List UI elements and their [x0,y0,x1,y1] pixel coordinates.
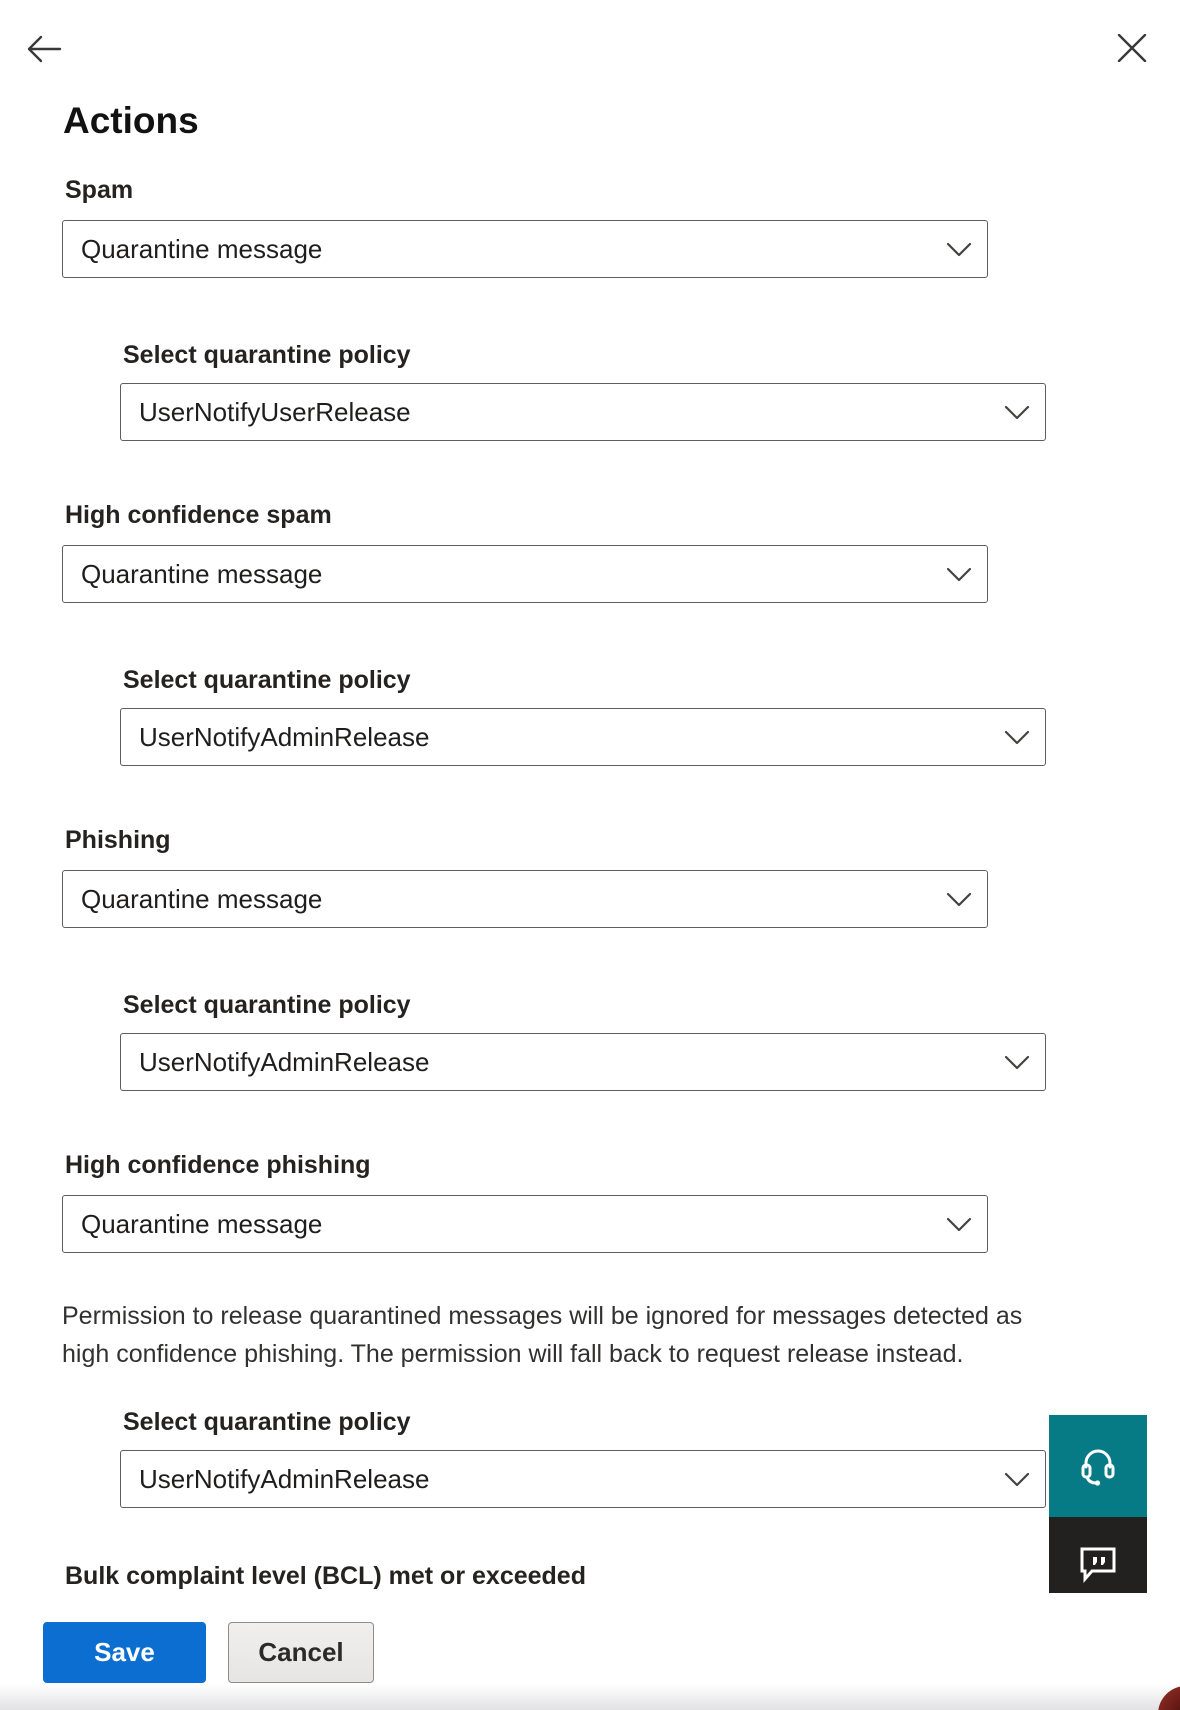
spam-action-value: Quarantine message [81,233,323,264]
cancel-button[interactable]: Cancel [228,1622,374,1683]
footer-gradient [0,1684,1180,1710]
high-confidence-spam-label: High confidence spam [65,501,332,529]
headset-icon [1076,1443,1120,1489]
page-title: Actions [63,100,199,141]
phishing-quarantine-policy-value: UserNotifyAdminRelease [139,1046,430,1077]
help-widget-button[interactable] [1049,1415,1147,1517]
chevron-down-icon [1003,1470,1031,1488]
hcp-permission-note: Permission to release quarantined messages will be ignored for messages detected as high confidence phishing. The permission will fall back to request release instead. [62,1302,1023,1368]
chevron-down-icon [945,240,973,258]
close-button[interactable] [1114,31,1150,65]
hcp-quarantine-policy-label: Select quarantine policy [123,1408,411,1436]
hcp-quarantine-policy-select[interactable] [120,1450,1046,1508]
save-button[interactable]: Save [43,1622,206,1683]
back-button[interactable] [24,31,64,67]
high-confidence-phishing-action-select[interactable] [62,1195,988,1253]
spam-quarantine-policy-value: UserNotifyUserRelease [139,396,411,427]
chat-bubble-icon [1076,1543,1120,1585]
hcp-quarantine-policy-value: UserNotifyAdminRelease [139,1463,430,1494]
high-confidence-spam-action-value: Quarantine message [81,558,323,589]
phishing-label: Phishing [65,826,171,854]
hcs-quarantine-policy-select[interactable] [120,708,1046,766]
back-arrow-icon [26,34,62,64]
phishing-quarantine-policy-label: Select quarantine policy [123,991,411,1019]
footer [0,1593,1180,1710]
chevron-down-icon [945,565,973,583]
chevron-down-icon [945,1215,973,1233]
high-confidence-phishing-action-value: Quarantine message [81,1208,323,1239]
bulk-complaint-label: Bulk complaint level (BCL) met or exceeded [65,1562,586,1590]
chevron-down-icon [1003,728,1031,746]
spam-label: Spam [65,176,134,204]
phishing-quarantine-policy-select[interactable] [120,1033,1046,1091]
high-confidence-spam-action-select[interactable] [62,545,988,603]
phishing-action-select[interactable] [62,870,988,928]
chevron-down-icon [1003,1053,1031,1071]
high-confidence-phishing-label: High confidence phishing [65,1151,371,1179]
hcs-quarantine-policy-label: Select quarantine policy [123,666,411,694]
close-icon [1117,34,1147,62]
spam-quarantine-policy-select[interactable] [120,383,1046,441]
phishing-action-value: Quarantine message [81,883,323,914]
spam-quarantine-policy-label: Select quarantine policy [123,341,411,369]
chevron-down-icon [945,890,973,908]
hcs-quarantine-policy-value: UserNotifyAdminRelease [139,721,430,752]
chevron-down-icon [1003,403,1031,421]
spam-action-select[interactable] [62,220,988,278]
